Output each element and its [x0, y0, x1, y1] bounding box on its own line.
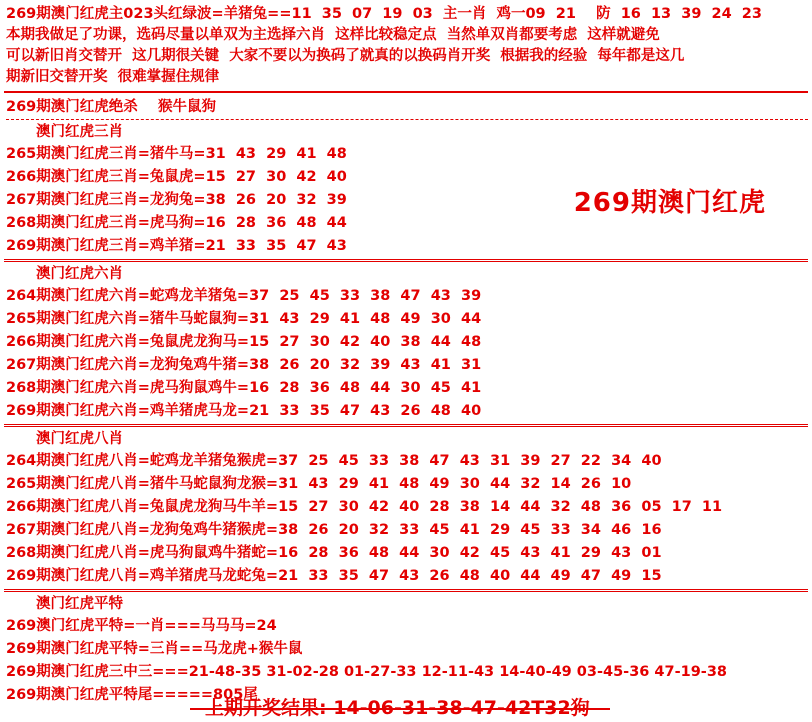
section-row: 267期澳门红虎六肖=龙狗兔鸡牛猪=38 26 20 32 39 43 41 31: [6, 357, 482, 373]
divider-double: [4, 259, 808, 262]
section-row: 267期澳门红虎三肖=龙狗兔=38 26 20 32 39: [6, 192, 347, 208]
section-row: 266期澳门红虎八肖=兔鼠虎龙狗马牛羊=15 27 30 42 40 28 38 14 44 32 48 36 05 17 11: [6, 499, 723, 515]
section-row: 269期澳门红虎六肖=鸡羊猪虎马龙=21 33 35 47 43 26 48 40: [6, 403, 482, 419]
intro-block: [0, 0, 812, 88]
section-row: 265期澳门红虎六肖=猪牛马蛇鼠狗=31 43 29 41 48 49 30 44: [6, 311, 482, 327]
section-six-xiao: [0, 263, 812, 423]
section-row: 264期澳门红虎六肖=蛇鸡龙羊猪兔=37 25 45 33 38 47 43 39: [6, 288, 482, 304]
section-title: 澳门红虎平特: [36, 596, 123, 612]
section-row: 269期澳门红虎三肖=鸡羊猪=21 33 35 47 43: [6, 238, 347, 254]
section-row: 268期澳门红虎六肖=虎马狗鼠鸡牛=16 28 36 48 44 30 45 41: [6, 380, 482, 396]
kill-line: 269期澳门红虎绝杀 猴牛鼠狗: [6, 99, 216, 115]
intro-line: 期新旧交替开奖 很难掌握住规律: [6, 69, 220, 85]
intro-line: 可以新旧肖交替开 这几期很关键 大家不要以为换码了就真的以换码肖开奖 根据我的经验 每年都是这几: [6, 48, 685, 64]
section-row: 269期澳门红虎平特=三肖==马龙虎+猴牛鼠: [6, 641, 303, 657]
section-title: 澳门红虎三肖: [36, 124, 123, 140]
section-row: 266期澳门红虎六肖=兔鼠虎龙狗马=15 27 30 42 40 38 44 48: [6, 334, 482, 350]
divider: [4, 91, 808, 93]
section-row: 269澳门红虎平特=一肖===马马马=24: [6, 618, 277, 634]
section-title: 澳门红虎六肖: [36, 266, 123, 282]
section-row: 269期澳门红虎八肖=鸡羊猪虎马龙蛇兔=21 33 35 47 43 26 48 40 44 49 47 49 15: [6, 568, 662, 584]
section-row: 266期澳门红虎三肖=兔鼠虎=15 27 30 42 40: [6, 169, 347, 185]
section-row: 265期澳门红虎八肖=猪牛马蛇鼠狗龙猴=31 43 29 41 48 49 30 44 32 14 26 10: [6, 476, 632, 492]
section-row: 269期澳门红虎三中三===21-48-35 31-02-28 01-27-33 12-11-43 14-40-49 03-45-36 47-19-38: [6, 664, 727, 680]
section-pingte: [0, 593, 812, 707]
section-row: 265期澳门红虎三肖=猪牛马=31 43 29 41 48: [6, 146, 347, 162]
divider-dashed: [6, 119, 808, 120]
divider-double: [4, 589, 808, 592]
section-eight-xiao: [0, 428, 812, 588]
section-row: 267期澳门红虎八肖=龙狗兔鸡牛猪猴虎=38 26 20 32 33 45 41 29 45 33 34 46 16: [6, 522, 662, 538]
section-row: 268期澳门红虎三肖=虎马狗=16 28 36 48 44: [6, 215, 347, 231]
last-draw-result: 上期开奖结果: 14-06-31-38-47-42T32狗: [205, 697, 590, 719]
banner-title: 269期澳门红虎: [573, 188, 766, 218]
intro-line: 269期澳门红虎主023头红绿波=羊猪兔==11 35 07 19 03 主一肖 鸡一09 21 防 16 13 39 24 23: [6, 6, 762, 22]
section-row: 268期澳门红虎八肖=虎马狗鼠鸡牛猪蛇=16 28 36 48 44 30 42 45 43 41 29 43 01: [6, 545, 662, 561]
intro-line: 本期我做足了功课，选码尽量以单双为主选择六肖 这样比较稳定点 当然单双肖都要考虑 这样就避免: [6, 27, 660, 43]
section-row: 264期澳门红虎八肖=蛇鸡龙羊猪兔猴虎=37 25 45 33 38 47 43 31 39 27 22 34 40: [6, 453, 662, 469]
section-row: 269期澳门红虎平特尾=====805尾: [6, 687, 258, 703]
divider-double: [4, 424, 808, 427]
section-title: 澳门红虎八肖: [36, 431, 123, 447]
